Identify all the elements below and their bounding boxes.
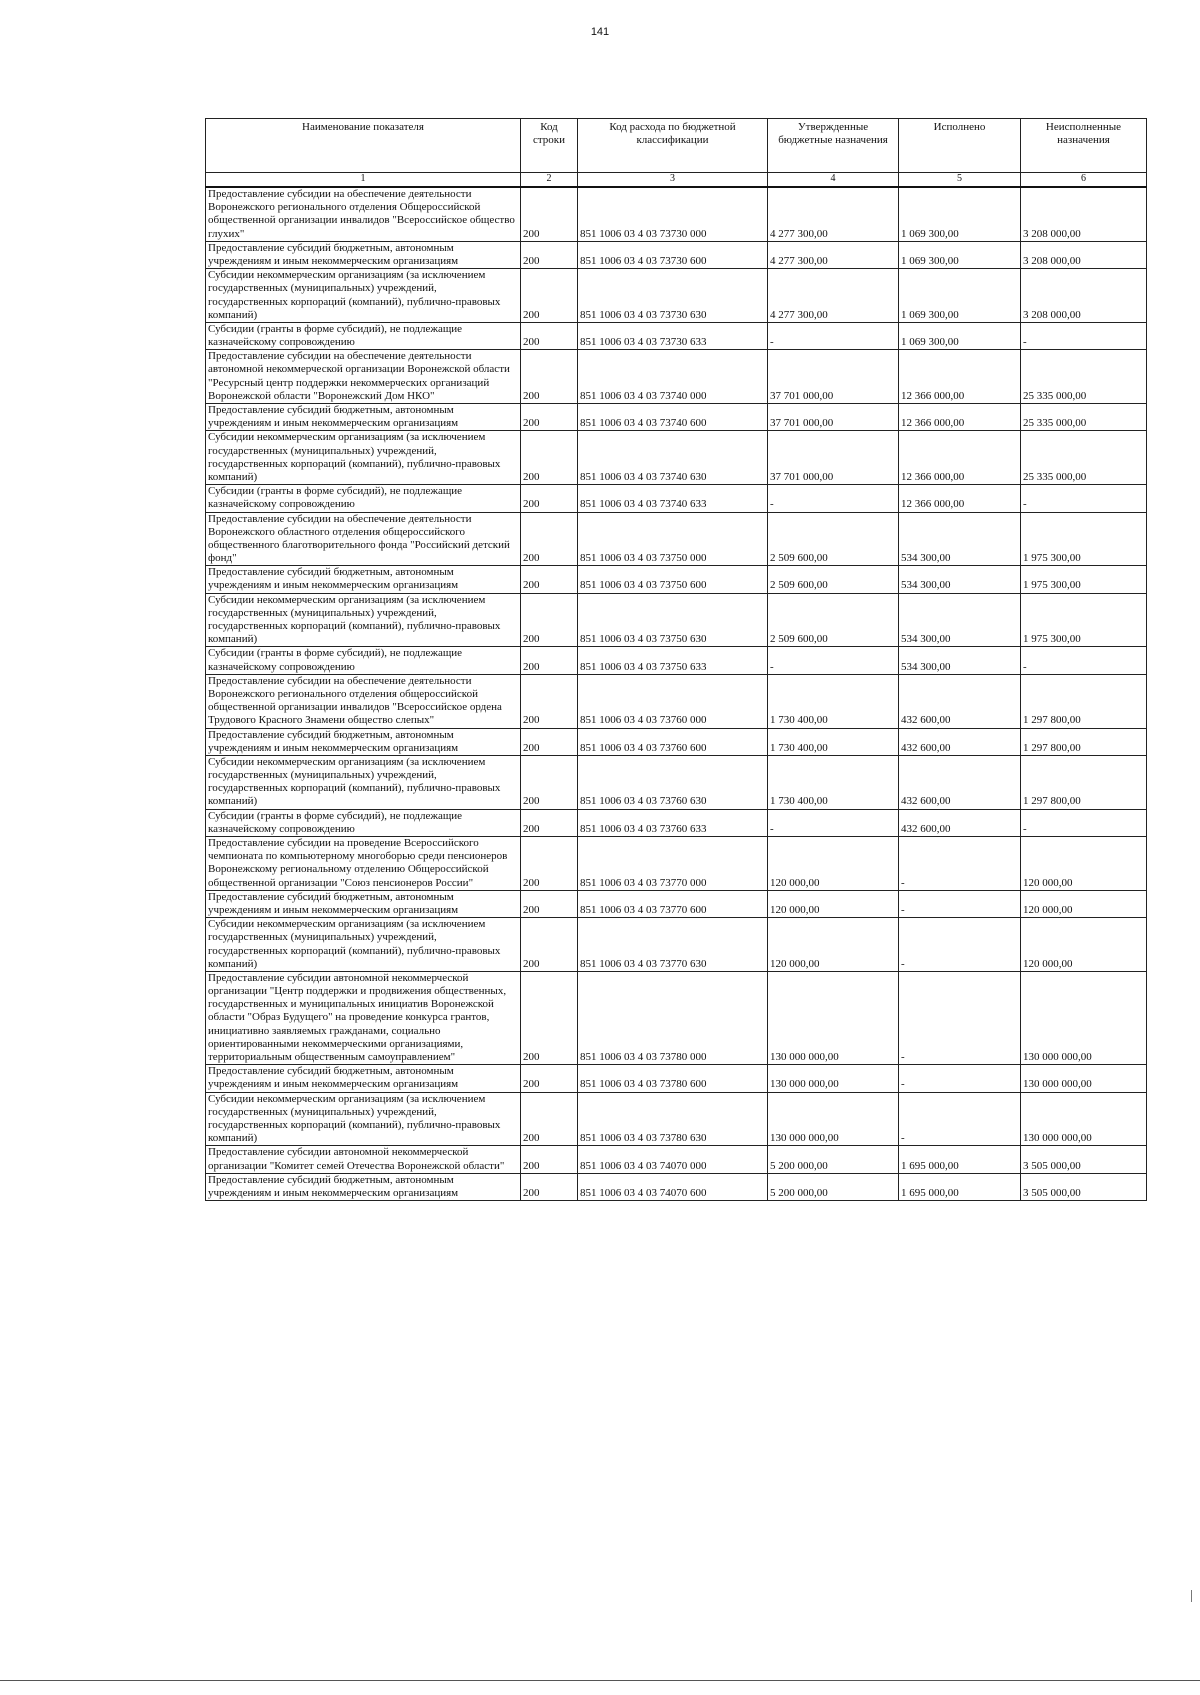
header-indicator-name: Наименование показателя <box>206 119 521 173</box>
row-approved: 4 277 300,00 <box>768 241 899 268</box>
column-number: 2 <box>521 173 578 188</box>
row-name: Предоставление субсидий бюджетным, автономным учреждениям и иным некоммерческим организациям <box>206 1065 521 1092</box>
row-name: Предоставление субсидий бюджетным, автономным учреждениям и иным некоммерческим организациям <box>206 566 521 593</box>
table-row <box>206 566 1147 593</box>
row-line-code: 200 <box>521 809 578 836</box>
budget-execution-table <box>205 118 1147 1201</box>
row-approved: 4 277 300,00 <box>768 269 899 323</box>
row-approved: 2 509 600,00 <box>768 593 899 647</box>
row-line-code: 200 <box>521 1146 578 1173</box>
row-executed: - <box>899 971 1021 1064</box>
row-budget-code: 851 1006 03 4 03 73750 633 <box>578 647 768 674</box>
row-line-code: 200 <box>521 1092 578 1146</box>
row-line-code: 200 <box>521 918 578 972</box>
row-budget-code: 851 1006 03 4 03 73780 600 <box>578 1065 768 1092</box>
row-executed: 432 600,00 <box>899 674 1021 728</box>
row-budget-code: 851 1006 03 4 03 73760 600 <box>578 728 768 755</box>
row-name: Предоставление субсидий бюджетным, автономным учреждениям и иным некоммерческим организациям <box>206 890 521 917</box>
row-unexecuted: 3 505 000,00 <box>1021 1146 1147 1173</box>
table-row <box>206 890 1147 917</box>
row-approved: 4 277 300,00 <box>768 187 899 241</box>
row-unexecuted: 120 000,00 <box>1021 890 1147 917</box>
row-budget-code: 851 1006 03 4 03 73740 600 <box>578 404 768 431</box>
row-budget-code: 851 1006 03 4 03 73750 600 <box>578 566 768 593</box>
row-unexecuted: - <box>1021 485 1147 512</box>
row-name: Предоставление субсидий бюджетным, автономным учреждениям и иным некоммерческим организациям <box>206 404 521 431</box>
row-executed: - <box>899 1065 1021 1092</box>
column-number: 4 <box>768 173 899 188</box>
row-name: Предоставление субсидии автономной некоммерческой организации "Комитет семей Отечества Воронежской области" <box>206 1146 521 1173</box>
row-approved: - <box>768 485 899 512</box>
row-executed: 1 695 000,00 <box>899 1146 1021 1173</box>
table-row <box>206 431 1147 485</box>
row-budget-code: 851 1006 03 4 03 73740 000 <box>578 350 768 404</box>
header-line-code: Код строки <box>521 119 578 173</box>
row-budget-code: 851 1006 03 4 03 73780 000 <box>578 971 768 1064</box>
row-unexecuted: 3 505 000,00 <box>1021 1173 1147 1200</box>
row-executed: 1 695 000,00 <box>899 1173 1021 1200</box>
table-row <box>206 674 1147 728</box>
table-row <box>206 647 1147 674</box>
table-row <box>206 918 1147 972</box>
row-unexecuted: - <box>1021 647 1147 674</box>
row-approved: 2 509 600,00 <box>768 566 899 593</box>
row-executed: 534 300,00 <box>899 566 1021 593</box>
table-row <box>206 1146 1147 1173</box>
scan-edge-line <box>0 1680 1200 1681</box>
row-unexecuted: 25 335 000,00 <box>1021 431 1147 485</box>
row-approved: 1 730 400,00 <box>768 728 899 755</box>
row-name: Предоставление субсидии на проведение Всероссийского чемпионата по компьютерному многоборью среди пенсионеров Воронежскому региональному отделению Общероссийской общественной организации "Союз пенсионеров России" <box>206 837 521 891</box>
row-unexecuted: 3 208 000,00 <box>1021 187 1147 241</box>
row-executed: - <box>899 1092 1021 1146</box>
row-line-code: 200 <box>521 269 578 323</box>
table-row <box>206 1173 1147 1200</box>
row-budget-code: 851 1006 03 4 03 73730 633 <box>578 322 768 349</box>
row-line-code: 200 <box>521 187 578 241</box>
row-budget-code: 851 1006 03 4 03 73730 630 <box>578 269 768 323</box>
table-row <box>206 512 1147 566</box>
row-budget-code: 851 1006 03 4 03 73770 000 <box>578 837 768 891</box>
header-budget-code: Код расхода по бюджетной классификации <box>578 119 768 173</box>
row-unexecuted: 1 975 300,00 <box>1021 593 1147 647</box>
column-number: 6 <box>1021 173 1147 188</box>
row-budget-code: 851 1006 03 4 03 73750 630 <box>578 593 768 647</box>
header-executed: Исполнено <box>899 119 1021 173</box>
column-number: 1 <box>206 173 521 188</box>
row-executed: - <box>899 890 1021 917</box>
row-executed: 432 600,00 <box>899 728 1021 755</box>
table-row <box>206 1065 1147 1092</box>
row-executed: 432 600,00 <box>899 809 1021 836</box>
row-budget-code: 851 1006 03 4 03 73740 630 <box>578 431 768 485</box>
row-budget-code: 851 1006 03 4 03 74070 600 <box>578 1173 768 1200</box>
table-row <box>206 269 1147 323</box>
row-line-code: 200 <box>521 647 578 674</box>
table-row <box>206 322 1147 349</box>
row-name: Субсидии (гранты в форме субсидий), не подлежащие казначейскому сопровождению <box>206 485 521 512</box>
table-row <box>206 593 1147 647</box>
row-name: Субсидии некоммерческим организациям (за исключением государственных (муниципальных) учреждений, государственных корпораций (компаний), публично-правовых компаний) <box>206 918 521 972</box>
row-budget-code: 851 1006 03 4 03 73760 633 <box>578 809 768 836</box>
column-number: 3 <box>578 173 768 188</box>
row-line-code: 200 <box>521 1173 578 1200</box>
row-unexecuted: 25 335 000,00 <box>1021 404 1147 431</box>
row-budget-code: 851 1006 03 4 03 73780 630 <box>578 1092 768 1146</box>
row-line-code: 200 <box>521 593 578 647</box>
row-approved: 130 000 000,00 <box>768 971 899 1064</box>
row-line-code: 200 <box>521 837 578 891</box>
table-row <box>206 809 1147 836</box>
row-executed: 12 366 000,00 <box>899 485 1021 512</box>
row-executed: - <box>899 837 1021 891</box>
row-line-code: 200 <box>521 404 578 431</box>
row-budget-code: 851 1006 03 4 03 73730 000 <box>578 187 768 241</box>
row-approved: 120 000,00 <box>768 918 899 972</box>
row-budget-code: 851 1006 03 4 03 73770 600 <box>578 890 768 917</box>
row-name: Предоставление субсидий бюджетным, автономным учреждениям и иным некоммерческим организациям <box>206 728 521 755</box>
row-approved: 37 701 000,00 <box>768 431 899 485</box>
column-number: 5 <box>899 173 1021 188</box>
row-executed: 12 366 000,00 <box>899 404 1021 431</box>
table-row <box>206 485 1147 512</box>
table-row <box>206 728 1147 755</box>
row-unexecuted: - <box>1021 809 1147 836</box>
row-name: Предоставление субсидий бюджетным, автономным учреждениям и иным некоммерческим организациям <box>206 1173 521 1200</box>
row-budget-code: 851 1006 03 4 03 73740 633 <box>578 485 768 512</box>
table-row <box>206 755 1147 809</box>
row-unexecuted: 130 000 000,00 <box>1021 1065 1147 1092</box>
table-row <box>206 971 1147 1064</box>
row-approved: 130 000 000,00 <box>768 1092 899 1146</box>
row-executed: 534 300,00 <box>899 647 1021 674</box>
row-approved: 5 200 000,00 <box>768 1146 899 1173</box>
row-name: Предоставление субсидии на обеспечение деятельности Воронежского регионального отделения общероссийской общественной организации инвалидов "Всероссийское ордена Трудового Красного Знамени общество слепых" <box>206 674 521 728</box>
row-approved: 120 000,00 <box>768 837 899 891</box>
row-approved: 5 200 000,00 <box>768 1173 899 1200</box>
row-name: Субсидии (гранты в форме субсидий), не подлежащие казначейскому сопровождению <box>206 647 521 674</box>
row-budget-code: 851 1006 03 4 03 73730 600 <box>578 241 768 268</box>
row-unexecuted: 130 000 000,00 <box>1021 1092 1147 1146</box>
row-approved: 37 701 000,00 <box>768 404 899 431</box>
row-line-code: 200 <box>521 322 578 349</box>
table-row <box>206 404 1147 431</box>
row-approved: 2 509 600,00 <box>768 512 899 566</box>
header-approved: Утвержденные бюджетные назначения <box>768 119 899 173</box>
row-executed: - <box>899 918 1021 972</box>
row-line-code: 200 <box>521 485 578 512</box>
row-unexecuted: 130 000 000,00 <box>1021 971 1147 1064</box>
row-name: Субсидии некоммерческим организациям (за исключением государственных (муниципальных) учреждений, государственных корпораций (компаний), публично-правовых компаний) <box>206 431 521 485</box>
row-approved: - <box>768 647 899 674</box>
row-approved: 1 730 400,00 <box>768 674 899 728</box>
table-row <box>206 837 1147 891</box>
row-approved: 130 000 000,00 <box>768 1065 899 1092</box>
page-number: 141 <box>590 26 610 38</box>
row-name: Субсидии (гранты в форме субсидий), не подлежащие казначейскому сопровождению <box>206 809 521 836</box>
row-line-code: 200 <box>521 728 578 755</box>
row-executed: 12 366 000,00 <box>899 431 1021 485</box>
row-budget-code: 851 1006 03 4 03 74070 000 <box>578 1146 768 1173</box>
row-approved: 37 701 000,00 <box>768 350 899 404</box>
header-unexecuted: Неисполненные назначения <box>1021 119 1147 173</box>
row-line-code: 200 <box>521 431 578 485</box>
row-name: Субсидии некоммерческим организациям (за исключением государственных (муниципальных) учреждений, государственных корпораций (компаний), публично-правовых компаний) <box>206 269 521 323</box>
row-name: Предоставление субсидии на обеспечение деятельности Воронежского регионального отделения Общероссийской общественной организации инвалидов "Всероссийское общество глухих" <box>206 187 521 241</box>
row-budget-code: 851 1006 03 4 03 73770 630 <box>578 918 768 972</box>
row-name: Субсидии некоммерческим организациям (за исключением государственных (муниципальных) учреждений, государственных корпораций (компаний), публично-правовых компаний) <box>206 755 521 809</box>
row-name: Предоставление субсидии автономной некоммерческой организации "Центр поддержки и продвижения общественных, государственных и муниципальных инициатив Воронежской области "Образ Будущего" на проведение конкурса грантов, инициативно заявляемых гражданами, социально ориентированными некоммерческими организациями, территориальным общественным самоуправлением" <box>206 971 521 1064</box>
row-line-code: 200 <box>521 241 578 268</box>
row-name: Субсидии некоммерческим организациям (за исключением государственных (муниципальных) учреждений, государственных корпораций (компаний), публично-правовых компаний) <box>206 1092 521 1146</box>
row-approved: 120 000,00 <box>768 890 899 917</box>
row-line-code: 200 <box>521 350 578 404</box>
column-number-row <box>206 173 1147 188</box>
row-budget-code: 851 1006 03 4 03 73760 630 <box>578 755 768 809</box>
row-line-code: 200 <box>521 1065 578 1092</box>
table-row <box>206 350 1147 404</box>
row-name: Предоставление субсидии на обеспечение деятельности Воронежского областного отделения общероссийского общественного благотворительного фонда "Российский детский фонд" <box>206 512 521 566</box>
row-line-code: 200 <box>521 512 578 566</box>
row-executed: 12 366 000,00 <box>899 350 1021 404</box>
row-budget-code: 851 1006 03 4 03 73760 000 <box>578 674 768 728</box>
table-row <box>206 1092 1147 1146</box>
row-executed: 1 069 300,00 <box>899 269 1021 323</box>
row-executed: 1 069 300,00 <box>899 322 1021 349</box>
row-unexecuted: 1 975 300,00 <box>1021 566 1147 593</box>
row-executed: 534 300,00 <box>899 512 1021 566</box>
row-executed: 1 069 300,00 <box>899 241 1021 268</box>
row-approved: - <box>768 809 899 836</box>
row-line-code: 200 <box>521 566 578 593</box>
row-unexecuted: - <box>1021 322 1147 349</box>
row-name: Предоставление субсидии на обеспечение деятельности автономной некоммерческой организации Воронежской области "Ресурсный центр поддержки некоммерческих организаций Воронежской области "Воронежский Дом НКО" <box>206 350 521 404</box>
table-row <box>206 187 1147 241</box>
row-unexecuted: 3 208 000,00 <box>1021 269 1147 323</box>
table-body <box>206 187 1147 1201</box>
row-name: Субсидии (гранты в форме субсидий), не подлежащие казначейскому сопровождению <box>206 322 521 349</box>
row-line-code: 200 <box>521 971 578 1064</box>
row-unexecuted: 1 297 800,00 <box>1021 755 1147 809</box>
row-unexecuted: 1 975 300,00 <box>1021 512 1147 566</box>
row-approved: - <box>768 322 899 349</box>
row-unexecuted: 25 335 000,00 <box>1021 350 1147 404</box>
row-budget-code: 851 1006 03 4 03 73750 000 <box>578 512 768 566</box>
row-line-code: 200 <box>521 674 578 728</box>
row-approved: 1 730 400,00 <box>768 755 899 809</box>
row-unexecuted: 120 000,00 <box>1021 837 1147 891</box>
row-unexecuted: 1 297 800,00 <box>1021 728 1147 755</box>
table-header-row <box>206 119 1147 173</box>
row-executed: 432 600,00 <box>899 755 1021 809</box>
table-row <box>206 241 1147 268</box>
row-name: Субсидии некоммерческим организациям (за исключением государственных (муниципальных) учреждений, государственных корпораций (компаний), публично-правовых компаний) <box>206 593 521 647</box>
scan-edge-mark <box>1191 1590 1192 1602</box>
row-unexecuted: 1 297 800,00 <box>1021 674 1147 728</box>
row-line-code: 200 <box>521 755 578 809</box>
row-executed: 1 069 300,00 <box>899 187 1021 241</box>
row-unexecuted: 3 208 000,00 <box>1021 241 1147 268</box>
row-unexecuted: 120 000,00 <box>1021 918 1147 972</box>
row-executed: 534 300,00 <box>899 593 1021 647</box>
row-name: Предоставление субсидий бюджетным, автономным учреждениям и иным некоммерческим организациям <box>206 241 521 268</box>
row-line-code: 200 <box>521 890 578 917</box>
